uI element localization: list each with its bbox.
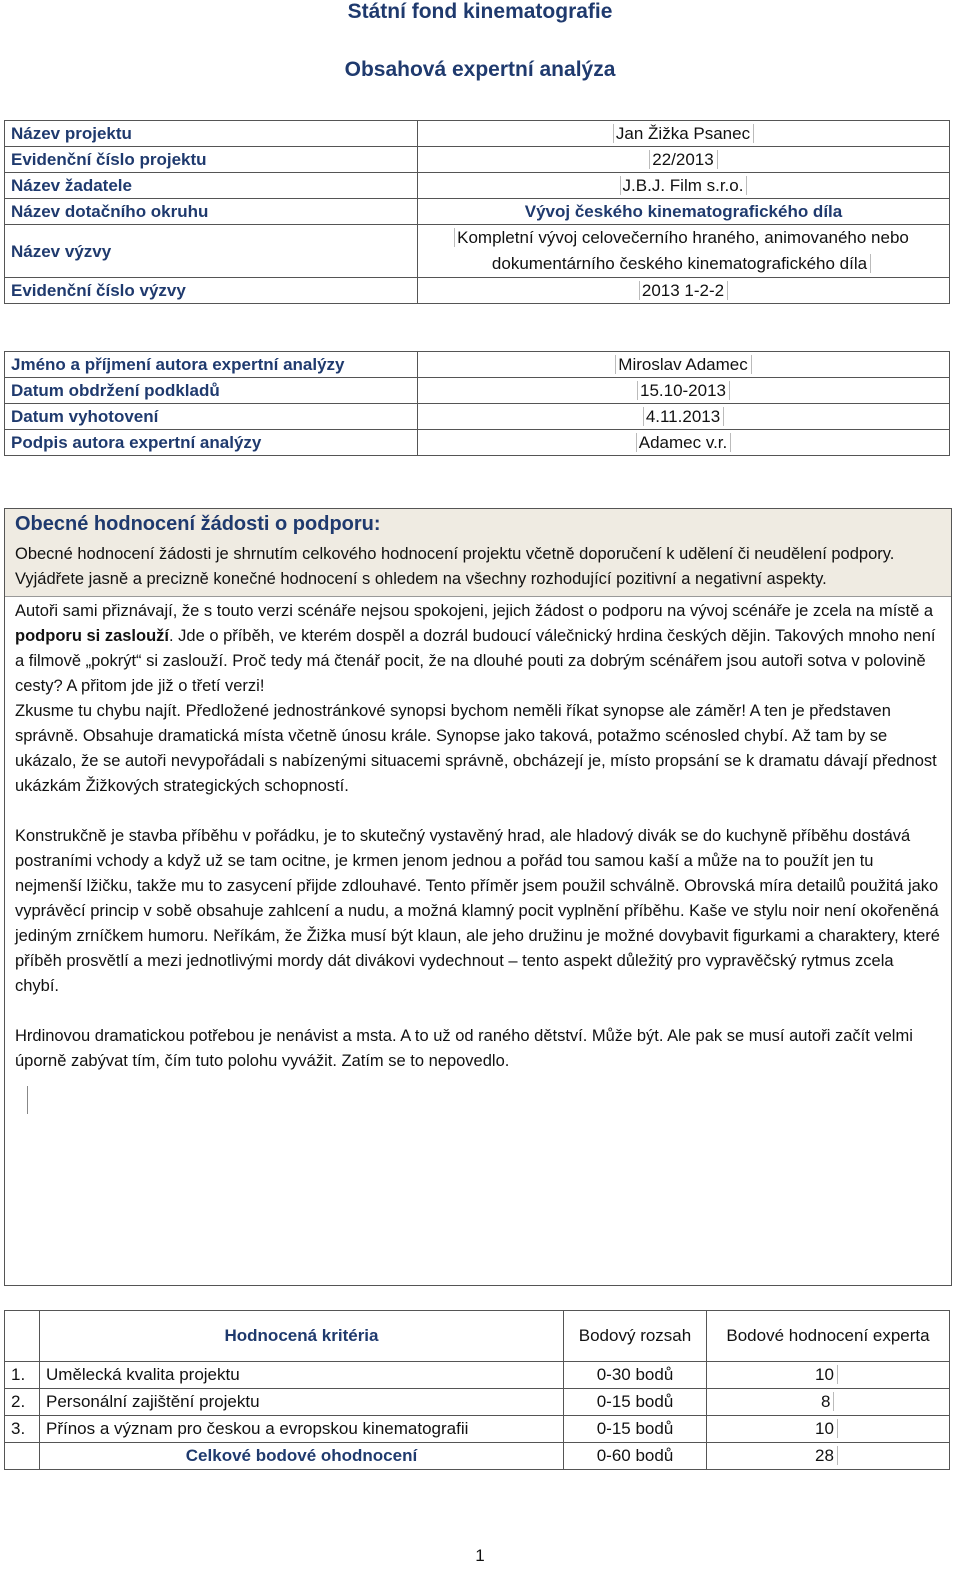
row-number: 3. xyxy=(5,1416,40,1443)
author-name-label: Jméno a příjmení autora expertní analýzy xyxy=(5,352,418,378)
table-row xyxy=(5,352,950,378)
page-number: 1 xyxy=(475,1546,485,1565)
evaluation-paragraph: Konstrukčně je stavba příběhu v pořádku, je to skutečný vystavěný hrad, ale hladový divák se do kuchyně příběhu dostává postraními vchody a když už se tam ocitne, je krmen jenom jednou a pořád tou samou kaší a může na to použít jen tu nejmenší lžičku, takže mu to zasycení přijde zdlouhavé. Tento příměr jsem použil schválně. Obrovská míra detailů použitá jako vyprávěcí princip v sobě obsahuje zahlcení a nudu, a možná klamný pocit vyplnění příběhu. Kaše ve stylu noir není okořeněná jediným zrníčkem humoru. Neříkám, že Žižka musí být klaun, ale jeho družinu je možné dovybavit figurkami a charaktery, které příběh prosvětlí a mezi jednotlivými mordy dát divákovi vydechnout – tento aspekt důležitý pro vypravěčský rytmus zcela chybí. xyxy=(15,827,940,995)
evaluation-section xyxy=(4,508,952,1286)
table-row xyxy=(5,404,950,430)
row-number: 1. xyxy=(5,1362,40,1389)
criteria-table xyxy=(4,1310,950,1470)
completion-date-value: 4.11.2013 xyxy=(418,404,950,430)
criterion-name: Umělecká kvalita projektu xyxy=(40,1362,564,1389)
table-row xyxy=(5,378,950,404)
table-row xyxy=(5,1362,950,1389)
table-row xyxy=(5,199,950,225)
criterion-range: 0-30 bodů xyxy=(564,1362,707,1389)
criterion-name: Personální zajištění projektu xyxy=(40,1389,564,1416)
row-number: 2. xyxy=(5,1389,40,1416)
table-row xyxy=(5,121,950,147)
completion-date-label: Datum vyhotovení xyxy=(5,404,418,430)
table-total-row xyxy=(5,1443,950,1470)
total-range: 0-60 bodů xyxy=(564,1443,707,1470)
grant-area-label: Název dotačního okruhu xyxy=(5,199,418,225)
text-cursor xyxy=(27,1086,29,1114)
table-header-row xyxy=(5,1311,950,1362)
evaluation-title: Obecné hodnocení žádosti o podporu: xyxy=(15,513,381,535)
evaluation-paragraph: Zkusme tu chybu najít. Předložené jednostránkové synopsi bychom neměli říkat synopse ale záměr! A ten je představen správně. Obsahuje dramatická místa včetně únosu krále. Synopse jako taková, potažmo scénosled chybí. Až tam by se ukázalo, že se autoři nevypořádali s nabízenými situacemi správně, obcházejí je, místo propsání se k dramatu dávají přednost ukázkám Žižkových strategických schopností. xyxy=(15,702,937,795)
call-number-value: 2013 1-2-2 xyxy=(418,278,950,304)
evaluation-text-area[interactable] xyxy=(5,597,951,1116)
project-name-label: Název projektu xyxy=(5,121,418,147)
author-name-value: Miroslav Adamec xyxy=(418,352,950,378)
total-label: Celkové bodové ohodnocení xyxy=(40,1443,564,1470)
criterion-name: Přínos a význam pro českou a evropskou kinematografii xyxy=(40,1416,564,1443)
signature-label: Podpis autora expertní analýzy xyxy=(5,430,418,456)
table-row xyxy=(5,173,950,199)
evaluation-paragraph: Hrdinovou dramatickou potřebou je nenávist a msta. A to už od raného dětství. Může být. Ale pak se musí autoři začít velmi úporně zabývat tím, čím tuto polohu vyvážit. Zatím se to nepovedlo. xyxy=(15,1027,913,1070)
document-subtitle: Obsahová expertní analýza xyxy=(344,58,616,81)
table-row xyxy=(5,430,950,456)
row-number xyxy=(5,1443,40,1470)
criterion-score: 8 xyxy=(707,1389,950,1416)
header-range: Bodový rozsah xyxy=(564,1311,707,1362)
project-table xyxy=(4,120,950,304)
applicant-value: J.B.J. Film s.r.o. xyxy=(418,173,950,199)
grant-area-value: Vývoj českého kinematografického díla xyxy=(418,199,950,225)
project-number-label: Evidenční číslo projektu xyxy=(5,147,418,173)
total-score: 28 xyxy=(707,1443,950,1470)
criterion-score: 10 xyxy=(707,1362,950,1389)
project-name-value: Jan Žižka Psanec xyxy=(418,121,950,147)
criterion-range: 0-15 bodů xyxy=(564,1416,707,1443)
table-row xyxy=(5,1416,950,1443)
table-row xyxy=(5,1389,950,1416)
header-score: Bodové hodnocení experta xyxy=(707,1311,950,1362)
signature-value: Adamec v.r. xyxy=(418,430,950,456)
document-title: Státní fond kinematografie xyxy=(347,0,613,23)
header-criteria: Hodnocená kritéria xyxy=(40,1311,564,1362)
evaluation-instructions: Obecné hodnocení žádosti je shrnutím celkového hodnocení projektu včetně doporučení k udělení či neudělení podpory. Vyjádřete jasně a precizně konečné hodnocení s ohledem na všechny rozhodující pozitivní a negativní aspekty. xyxy=(15,545,895,588)
header-cell xyxy=(5,1311,40,1362)
received-date-value: 15.10-2013 xyxy=(418,378,950,404)
evaluation-paragraph: Autoři sami přiznávají, že s touto verzi scénáře nejsou spokojeni, jejich žádost o podporu na vývoj scénáře je zcela na místě a podporu si zaslouží. Jde o příběh, ve kterém dospěl a dozrál budoucí válečnický hrdina českých dějin. Takových mnoho není a filmově „pokrýt“ si zaslouží. Proč tedy má čtenář pocit, že na dlouhé pouti za dobrým scénářem jsou autoři sotva v polovině cesty? A přitom jde již o třetí verzi! xyxy=(15,602,936,695)
table-row xyxy=(5,225,950,278)
table-row xyxy=(5,278,950,304)
project-number-value: 22/2013 xyxy=(418,147,950,173)
author-table xyxy=(4,351,950,456)
table-row xyxy=(5,147,950,173)
criterion-score: 10 xyxy=(707,1416,950,1443)
call-name-label: Název výzvy xyxy=(5,225,418,278)
call-number-label: Evidenční číslo výzvy xyxy=(5,278,418,304)
instructions-panel xyxy=(5,509,951,597)
criterion-range: 0-15 bodů xyxy=(564,1389,707,1416)
received-date-label: Datum obdržení podkladů xyxy=(5,378,418,404)
call-name-value: Kompletní vývoj celovečerního hraného, animovaného nebo dokumentárního českého kinematografického díla xyxy=(418,225,950,278)
applicant-label: Název žadatele xyxy=(5,173,418,199)
